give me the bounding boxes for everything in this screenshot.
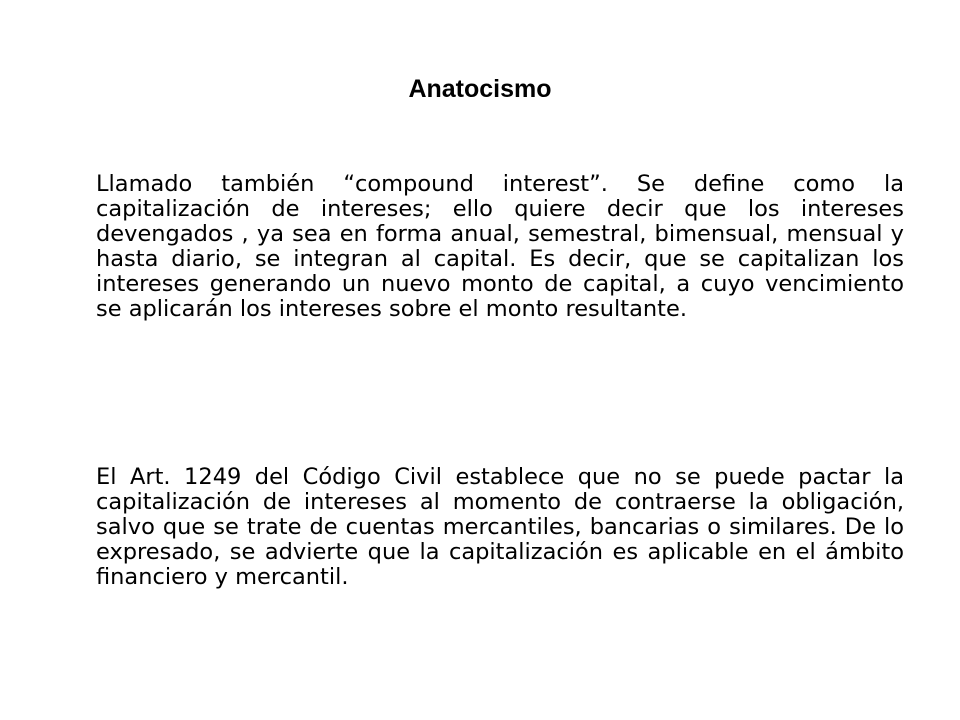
paragraph-civil-code: El Art. 1249 del Código Civil establece que no se puede pactar la capitalización de intereses al momento de contraerse la obligación, salvo que se trate de cuentas mercantiles, bancarias o similares. De lo expresado, se advierte que la capitalización es aplicable en el ámbito financiero y mercantil. (96, 464, 904, 590)
paragraph-definition: Llamado también “compound interest”. Se define como la capitalización de intereses; ello quiere decir que los intereses devengados , ya sea en forma anual, semestral, bimensual, mensual y hasta diario, se integran al capital. Es decir, que se capitalizan los intereses generando un nuevo monto de capital, a cuyo vencimiento se aplicarán los intereses sobre el monto resultante. (96, 171, 904, 322)
slide-title: Anatocismo (408, 75, 552, 103)
